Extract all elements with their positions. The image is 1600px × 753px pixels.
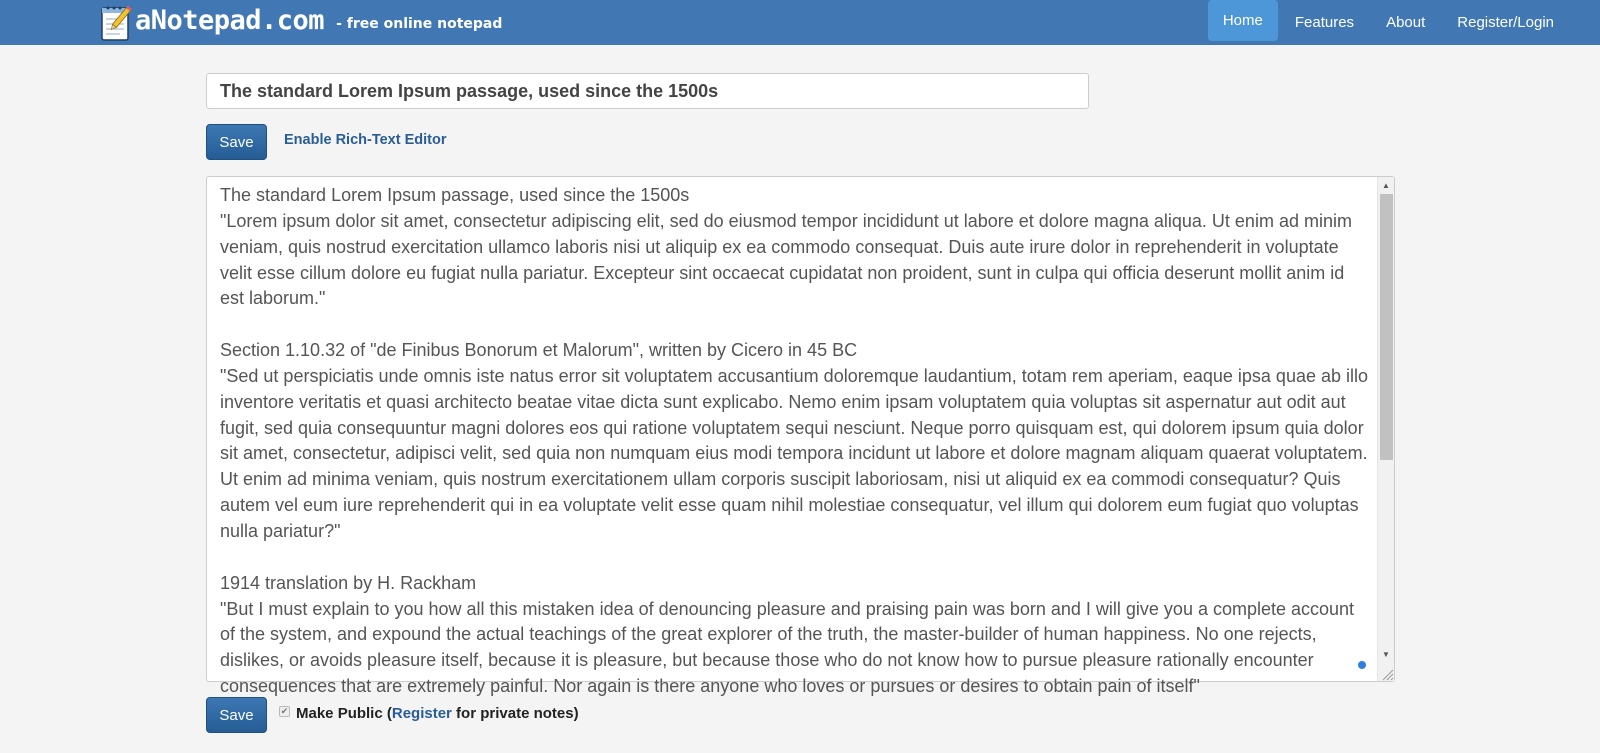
nav-home[interactable]: Home bbox=[1208, 0, 1278, 41]
make-public-suffix: for private notes) bbox=[451, 705, 579, 722]
note-body-textarea[interactable] bbox=[206, 176, 1395, 697]
register-link[interactable]: Register bbox=[391, 705, 452, 722]
grammar-indicator-dot-icon[interactable] bbox=[1358, 661, 1366, 669]
notepad-logo-icon bbox=[100, 4, 132, 42]
note-title-input[interactable] bbox=[206, 73, 1089, 109]
scroll-thumb[interactable] bbox=[1380, 194, 1393, 460]
make-public-checkbox[interactable]: ✔ bbox=[280, 706, 289, 716]
brand-tagline: - free online notepad bbox=[336, 15, 503, 32]
main-nav bbox=[1208, 0, 1570, 45]
make-public-label bbox=[296, 705, 579, 722]
resize-grip-icon[interactable] bbox=[1378, 665, 1394, 681]
nav-about[interactable]: About bbox=[1386, 14, 1426, 31]
bottom-save-button[interactable]: Save bbox=[206, 697, 267, 733]
scroll-up-arrow-icon[interactable]: ▲ bbox=[1382, 181, 1390, 190]
note-body-text[interactable]: The standard Lorem Ipsum passage, used since the 1500s "Lorem ipsum dolor sit amet, consectetur adipiscing elit, sed do eiusmod tempor incididunt ut labore et dolore magna aliqua. Ut enim ad minim veniam, quis nostrud exercitation ullamco laboris nisi ut aliquip ex ea commodo consequat. Duis aute irure dolor in reprehenderit in voluptate velit esse cillum dolore eu fugiat nulla pariatur. Excepteur sint occaecat cupidatat non proident, sunt in culpa qui officia deserunt mollit anim id est laborum." Section 1.10.32 of "de Finibus Bonorum et Malorum", written by Cicero in 45 BC "Sed ut perspiciatis unde omnis iste natus error sit voluptatem accusantium doloremque laudantium, totam rem aperiam, eaque ipsa quae ab illo inventore veritatis et quasi architecto beatae vitae dicta sunt explicabo. Nemo enim ipsam voluptatem quia voluptas sit aspernatur aut odit aut fugit, sed quia consequuntur magni dolores eos qui ratione voluptatem sequi nesciunt. Neque porro quisquam est, qui dolorem ipsum quia dolor sit amet, consectetur, adipisci velit, sed quia non numquam eius modi tempora incidunt ut labore et dolore magnam aliquam quaerat voluptatem. Ut enim ad minima veniam, quis nostrum exercitationem ullam corporis suscipit laboriosam, nisi ut aliquid ex ea commodi consequatur? Quis autem vel eum iure reprehenderit qui in ea voluptate velit esse quam nihil molestiae consequatur, vel illum qui dolorem eum fugiat quo voluptas nulla pariatur?" 1914 translation by H. Rackham "But I must explain to you how all this mistaken idea of denouncing pleasure and praising pain was born and I will give you a complete account of the system, and expound the actual teachings of the great explorer of the truth, the master-builder of human happiness. No one rejects, dislikes, or avoids pleasure itself, because it is pleasure, but because those who do not know how to pursue pleasure rationally encounter consequences that are extremely painful. Nor again is there anyone who loves or pursues or desires to obtain pain of itself" bbox=[220, 185, 1369, 697]
make-public-prefix: Make Public ( bbox=[296, 705, 392, 722]
nav-features[interactable]: Features bbox=[1294, 14, 1355, 31]
nav-register-login[interactable]: Register/Login bbox=[1457, 14, 1554, 31]
enable-rich-text-link[interactable]: Enable Rich-Text Editor bbox=[284, 132, 447, 148]
editor-scrollbar[interactable] bbox=[1377, 177, 1394, 681]
top-navbar bbox=[0, 0, 1600, 45]
save-button[interactable]: Save bbox=[206, 124, 267, 160]
scroll-down-arrow-icon[interactable]: ▼ bbox=[1382, 650, 1390, 659]
brand-link[interactable] bbox=[100, 0, 502, 45]
brand-name: aNotepad.com bbox=[135, 5, 325, 36]
